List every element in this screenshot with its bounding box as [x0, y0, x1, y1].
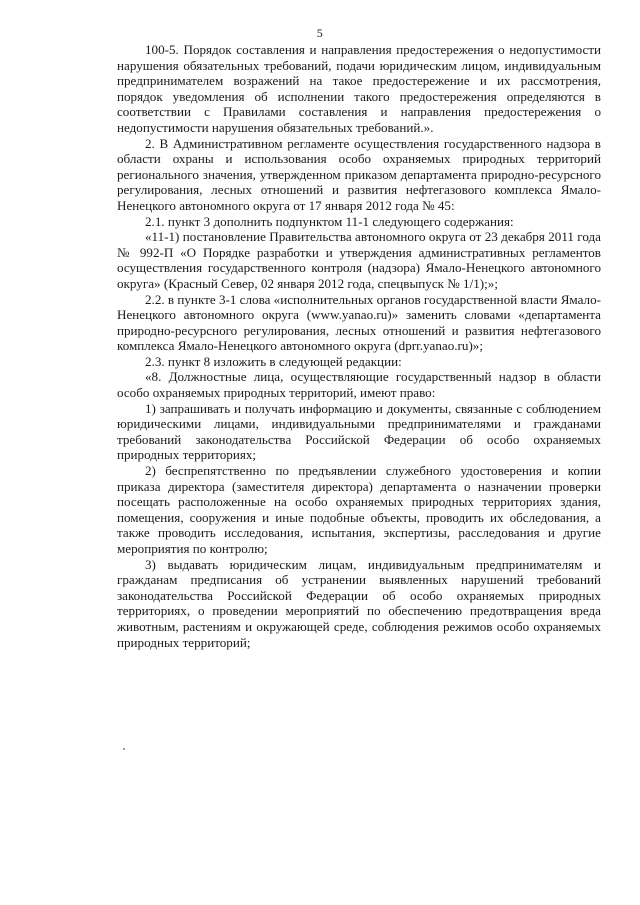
- paragraph-right-2: 2) беспрепятственно по предъявлении служебного удостоверения и копии приказа директора (заместителя директора) департамента о назначении проверки посещать расположенные на особо охраняемых природных территориях здания, помещения, сооружения и иные подобные объекты, проводить их обследования, а также проводить исследования, испытания, экспертизы, расследования и другие мероприятия по контролю;: [117, 463, 601, 556]
- page-number: 5: [316, 26, 324, 40]
- scan-speck: [123, 748, 125, 750]
- paragraph-subitem-11-1: «11-1) постановление Правительства автономного округа от 23 декабря 2011 года № 992-П «О Порядке разработки и утверждения административных регламентов осуществления государственного контроля (надзора) Ямало-Ненецкого автономного округа» (Красный Север, 02 января 2012 года, спецвыпуск № 1/1);»;: [117, 229, 601, 291]
- paragraph-item-2-2: 2.2. в пункте 3-1 слова «исполнительных органов государственной власти Ямало-Ненецкого автономного округа (www.yanao.ru)» заменить словами «департамента природно-ресурсного регулирования, лесных отношений и развития нефтегазового комплекса Ямало-Ненецкого автономного округа (dprr.yanao.ru)»;: [117, 291, 601, 354]
- paragraph-right-1: 1) запрашивать и получать информацию и документы, связанные с соблюдением юридическими лицами, индивидуальными предпринимателями и гражданами требований законодательства Российской Федерации об особо охраняемых природных территориях;: [117, 400, 601, 463]
- paragraph-right-3: 3) выдавать юридическим лицам, индивидуальным предпринимателям и гражданам предписания об устранении выявленных нарушений требований законодательства Российской Федерации об особо охраняемых природных территориях, о проведении мероприятий по обеспечению предотвращения вреда животным, растениям и окружающей среде, соблюдения режимов особо охраняемых природных территорий;: [117, 556, 601, 650]
- paragraph-item-2: 2. В Административном регламенте осуществления государственного надзора в области охраны и использования особо охраняемых природных территорий регионального значения, утвержденном приказом департамента природно-ресурсного регулирования, лесных отношений и развития нефтегазового комплекса Ямало-Ненецкого автономного округа от 17 января 2012 года № 45:: [117, 135, 601, 213]
- paragraph-item-2-3: 2.3. пункт 8 изложить в следующей редакции:: [145, 353, 402, 369]
- paragraph-item-2-1: 2.1. пункт 3 дополнить подпунктом 11-1 следующего содержания:: [145, 213, 514, 229]
- paragraph-clause-8: «8. Должностные лица, осуществляющие государственный надзор в области особо охраняемых природных территорий, имеют право:: [117, 369, 601, 401]
- document-body: [117, 42, 601, 650]
- paragraph-100-5: 100-5. Порядок составления и направления предостережения о недопустимости нарушения обязательных требований, подачи юридическим лицом, индивидуальным предпринимателем возражений на такое предостережение и их рассмотрения, порядок уведомления об исполнении такого предостережения определяются в соответствии с Правилами составления и направления предостережения о недопустимости нарушения обязательных требований.».: [117, 42, 601, 135]
